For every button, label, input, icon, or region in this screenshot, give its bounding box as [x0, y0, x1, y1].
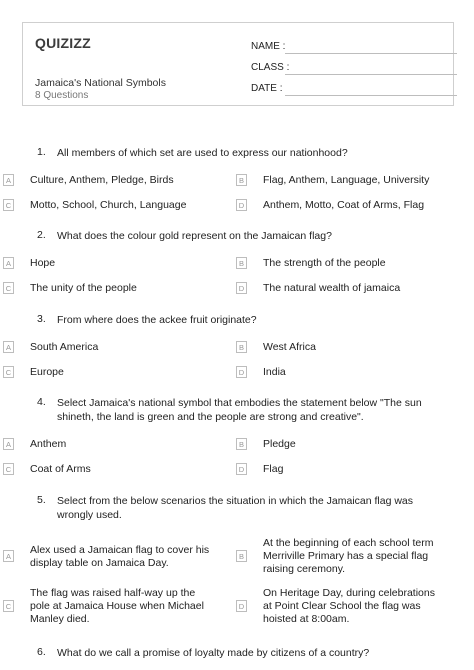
question-text: What does the colour gold represent on the Jamaican flag?	[57, 230, 332, 242]
option-text: West Africa	[263, 341, 316, 353]
option-text: At the beginning of each school term Merriville Primary has a special flag raising ceremony.	[263, 537, 434, 575]
option-text: The unity of the people	[30, 282, 137, 294]
option-letter-box: C	[3, 282, 14, 294]
option-letter-box: A	[3, 257, 14, 269]
option-letter-box: A	[3, 341, 14, 353]
quizizz-logo: QUIZIZZ	[35, 35, 91, 51]
option-text: Anthem, Motto, Coat of Arms, Flag	[263, 199, 425, 211]
option-text: Alex used a Jamaican flag to cover his display table on Jamaica Day.	[30, 544, 210, 569]
worksheet-header	[22, 22, 454, 106]
question-number: 5.	[37, 494, 46, 506]
option-text: India	[263, 366, 286, 378]
class-field[interactable]	[251, 62, 289, 73]
option-letter-box: D	[236, 366, 247, 378]
question-text: What do we call a promise of loyalty made by citizens of a country?	[57, 647, 370, 659]
question-text: From where does the ackee fruit originate?	[57, 314, 257, 326]
option-letter-box: B	[236, 438, 247, 450]
option-text: The flag was raised half-way up the pole at Jamaica House when Michael Manley died.	[30, 587, 204, 625]
option-text: Flag, Anthem, Language, University	[263, 174, 430, 186]
option-letter-box: A	[3, 438, 14, 450]
option-letter-box: D	[236, 463, 247, 475]
option-letter-box: C	[3, 463, 14, 475]
option-letter-box: D	[236, 199, 247, 211]
option-text: Pledge	[263, 438, 296, 450]
option-letter-box: B	[236, 341, 247, 353]
question-text: Select Jamaica's national symbol that embodies the statement below "The sun shineth, the land is green and the people are strong and creative".	[57, 397, 422, 423]
date-field[interactable]	[251, 83, 282, 94]
question-text: All members of which set are used to express our nationhood?	[57, 147, 348, 159]
option-letter-box: B	[236, 174, 247, 186]
name-field[interactable]	[251, 41, 285, 52]
date-label: DATE :	[251, 83, 283, 94]
worksheet-title: Jamaica's National Symbols	[35, 77, 166, 89]
option-letter-box: B	[236, 550, 247, 562]
option-text: The natural wealth of jamaica	[263, 282, 401, 294]
name-label: NAME :	[251, 41, 286, 52]
option-text: Anthem	[30, 438, 67, 450]
option-letter-box: B	[236, 257, 247, 269]
option-text: Coat of Arms	[30, 463, 91, 475]
option-text: On Heritage Day, during celebrations at Point Clear School the flag was hoisted at 8:00am.	[263, 587, 435, 625]
option-letter-box: A	[3, 174, 14, 186]
question-text: Select from the below scenarios the situation in which the Jamaican flag was wrongly used.	[57, 495, 414, 521]
option-letter-box: C	[3, 600, 14, 612]
option-letter-box: D	[236, 282, 247, 294]
question-count: 8 Questions	[35, 90, 89, 101]
option-text: Flag	[263, 463, 284, 475]
option-text: Hope	[30, 257, 56, 269]
option-text: The strength of the people	[263, 257, 386, 269]
option-text: South America	[30, 341, 99, 353]
option-text: Culture, Anthem, Pledge, Birds	[30, 174, 174, 186]
question-number: 3.	[37, 313, 46, 325]
option-letter-box: A	[3, 550, 14, 562]
question-number: 2.	[37, 229, 46, 241]
question-number: 4.	[37, 396, 46, 408]
class-label: CLASS :	[251, 62, 290, 73]
option-text: Motto, School, Church, Language	[30, 199, 187, 211]
option-letter-box: C	[3, 366, 14, 378]
option-letter-box: C	[3, 199, 14, 211]
option-text: Europe	[30, 366, 64, 378]
question-number: 1.	[37, 146, 46, 158]
option-letter-box: D	[236, 600, 247, 612]
question-number: 6.	[37, 646, 46, 658]
